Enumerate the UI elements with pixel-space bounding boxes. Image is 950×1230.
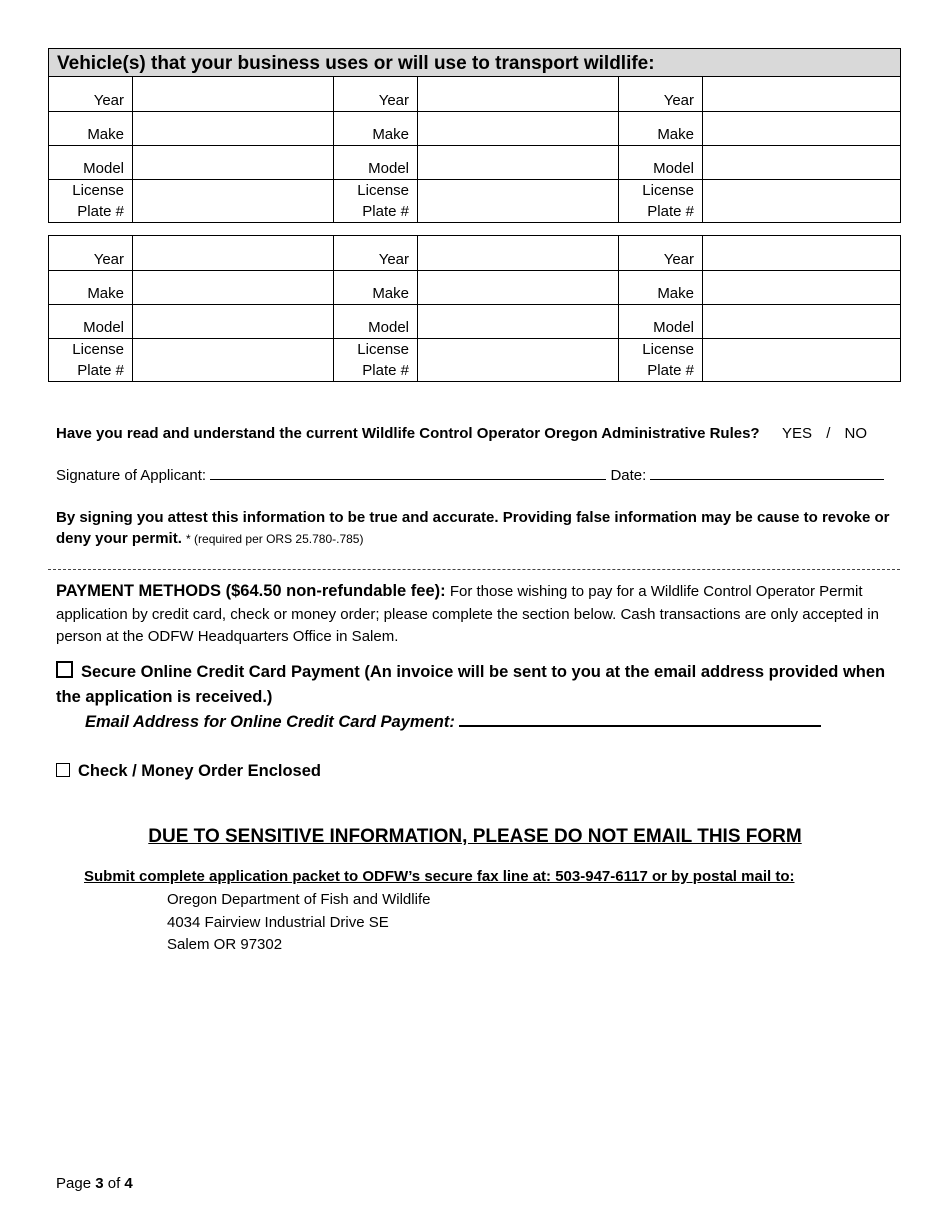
no-option[interactable]: NO [844,425,868,442]
address-line: Oregon Department of Fish and Wildlife [167,891,431,908]
vehicle-5-plate-field[interactable] [418,339,619,382]
year-label: Year [49,77,133,112]
license-plate-label: License Plate # [49,180,133,223]
model-label: Model [334,305,418,339]
vehicle-table-1 [48,48,901,223]
year-label: Year [619,77,703,112]
email-row [85,711,821,732]
vehicle-4-year-field[interactable] [133,236,334,271]
vehicle-1-model-field[interactable] [133,146,334,180]
model-label: Model [334,146,418,180]
make-label: Make [334,271,418,305]
vehicle-3-model-field[interactable] [703,146,901,180]
vehicle-table-2 [48,235,901,382]
model-label: Model [619,146,703,180]
license-plate-label: License Plate # [334,180,418,223]
year-label: Year [334,77,418,112]
make-label: Make [334,112,418,146]
model-label: Model [49,146,133,180]
vehicle-1-year-field[interactable] [133,77,334,112]
make-label: Make [49,112,133,146]
vehicle-4-make-field[interactable] [133,271,334,305]
submit-instruction: Submit complete application packet to ODFW’s secure fax line at: 503-947-6117 or by postal mail to: [84,868,795,885]
email-warning: DUE TO SENSITIVE INFORMATION, PLEASE DO NOT EMAIL THIS FORM [148,826,802,847]
vehicle-3-make-field[interactable] [703,112,901,146]
vehicle-table-heading: Vehicle(s) that your business uses or will use to transport wildlife: [49,49,901,77]
payment-heading: PAYMENT METHODS ($64.50 non-refundable fee): [56,582,446,600]
model-label: Model [619,305,703,339]
payment-methods [56,580,896,649]
year-label: Year [334,236,418,271]
yes-option[interactable]: YES [782,425,813,442]
attestation-text: By signing you attest this information to be true and accurate. Providing false information may be cause to revoke or deny your permit. [56,509,890,547]
vehicle-1-plate-field[interactable] [133,180,334,223]
payment-body: For those wishing to pay for a Wildlife Control Operator Permit application by credit card, check or money order; please complete the section below. Cash transactions are only accepted in person at the ODFW Headquarters Office in Salem. [56,583,879,645]
signature-row [56,466,884,484]
model-label: Model [49,305,133,339]
vehicle-6-make-field[interactable] [703,271,901,305]
vehicle-5-year-field[interactable] [418,236,619,271]
yes-no-separator: / [826,425,831,442]
vehicle-3-year-field[interactable] [703,77,901,112]
mailing-address [167,889,430,957]
online-payment-option [56,660,896,710]
address-line: 4034 Fairview Industrial Drive SE [167,913,389,931]
vehicle-5-make-field[interactable] [418,271,619,305]
vehicle-2-year-field[interactable] [418,77,619,112]
year-label: Year [49,236,133,271]
year-label: Year [619,236,703,271]
email-label: Email Address for Online Credit Card Payment: [85,713,455,731]
attestation [56,507,896,550]
date-label: Date: [610,467,647,484]
check-money-order-checkbox[interactable] [56,763,70,777]
vehicle-2-make-field[interactable] [418,112,619,146]
license-plate-label: License Plate # [619,339,703,382]
check-option [56,762,321,781]
license-plate-label: License Plate # [619,180,703,223]
vehicle-4-model-field[interactable] [133,305,334,339]
dashed-divider [48,569,900,570]
signature-label: Signature of Applicant: [56,467,207,484]
address-line: Salem OR 97302 [167,936,283,953]
vehicle-3-plate-field[interactable] [703,180,901,223]
email-field[interactable] [459,711,821,727]
vehicle-4-plate-field[interactable] [133,339,334,382]
vehicle-5-model-field[interactable] [418,305,619,339]
yes-no-choice [782,425,867,442]
online-payment-label: Secure Online Credit Card Payment (An invoice will be sent to you at the email address provided when the application is received.) [56,663,886,706]
check-option-label: Check / Money Order Enclosed [78,762,321,780]
signature-field[interactable] [210,466,606,480]
vehicle-1-make-field[interactable] [133,112,334,146]
vehicle-2-model-field[interactable] [418,146,619,180]
attestation-note: * (required per ORS 25.780-.785) [186,532,364,546]
rules-question: Have you read and understand the current Wildlife Control Operator Oregon Administrative Rules? [56,425,760,442]
license-plate-label: License Plate # [49,339,133,382]
online-payment-checkbox[interactable] [56,661,73,678]
make-label: Make [49,271,133,305]
vehicle-2-plate-field[interactable] [418,180,619,223]
vehicle-6-plate-field[interactable] [703,339,901,382]
vehicle-6-model-field[interactable] [703,305,901,339]
page-number: Page 3 of 4 [56,1175,133,1192]
make-label: Make [619,271,703,305]
date-field[interactable] [650,466,884,480]
vehicle-6-year-field[interactable] [703,236,901,271]
license-plate-label: License Plate # [334,339,418,382]
make-label: Make [619,112,703,146]
